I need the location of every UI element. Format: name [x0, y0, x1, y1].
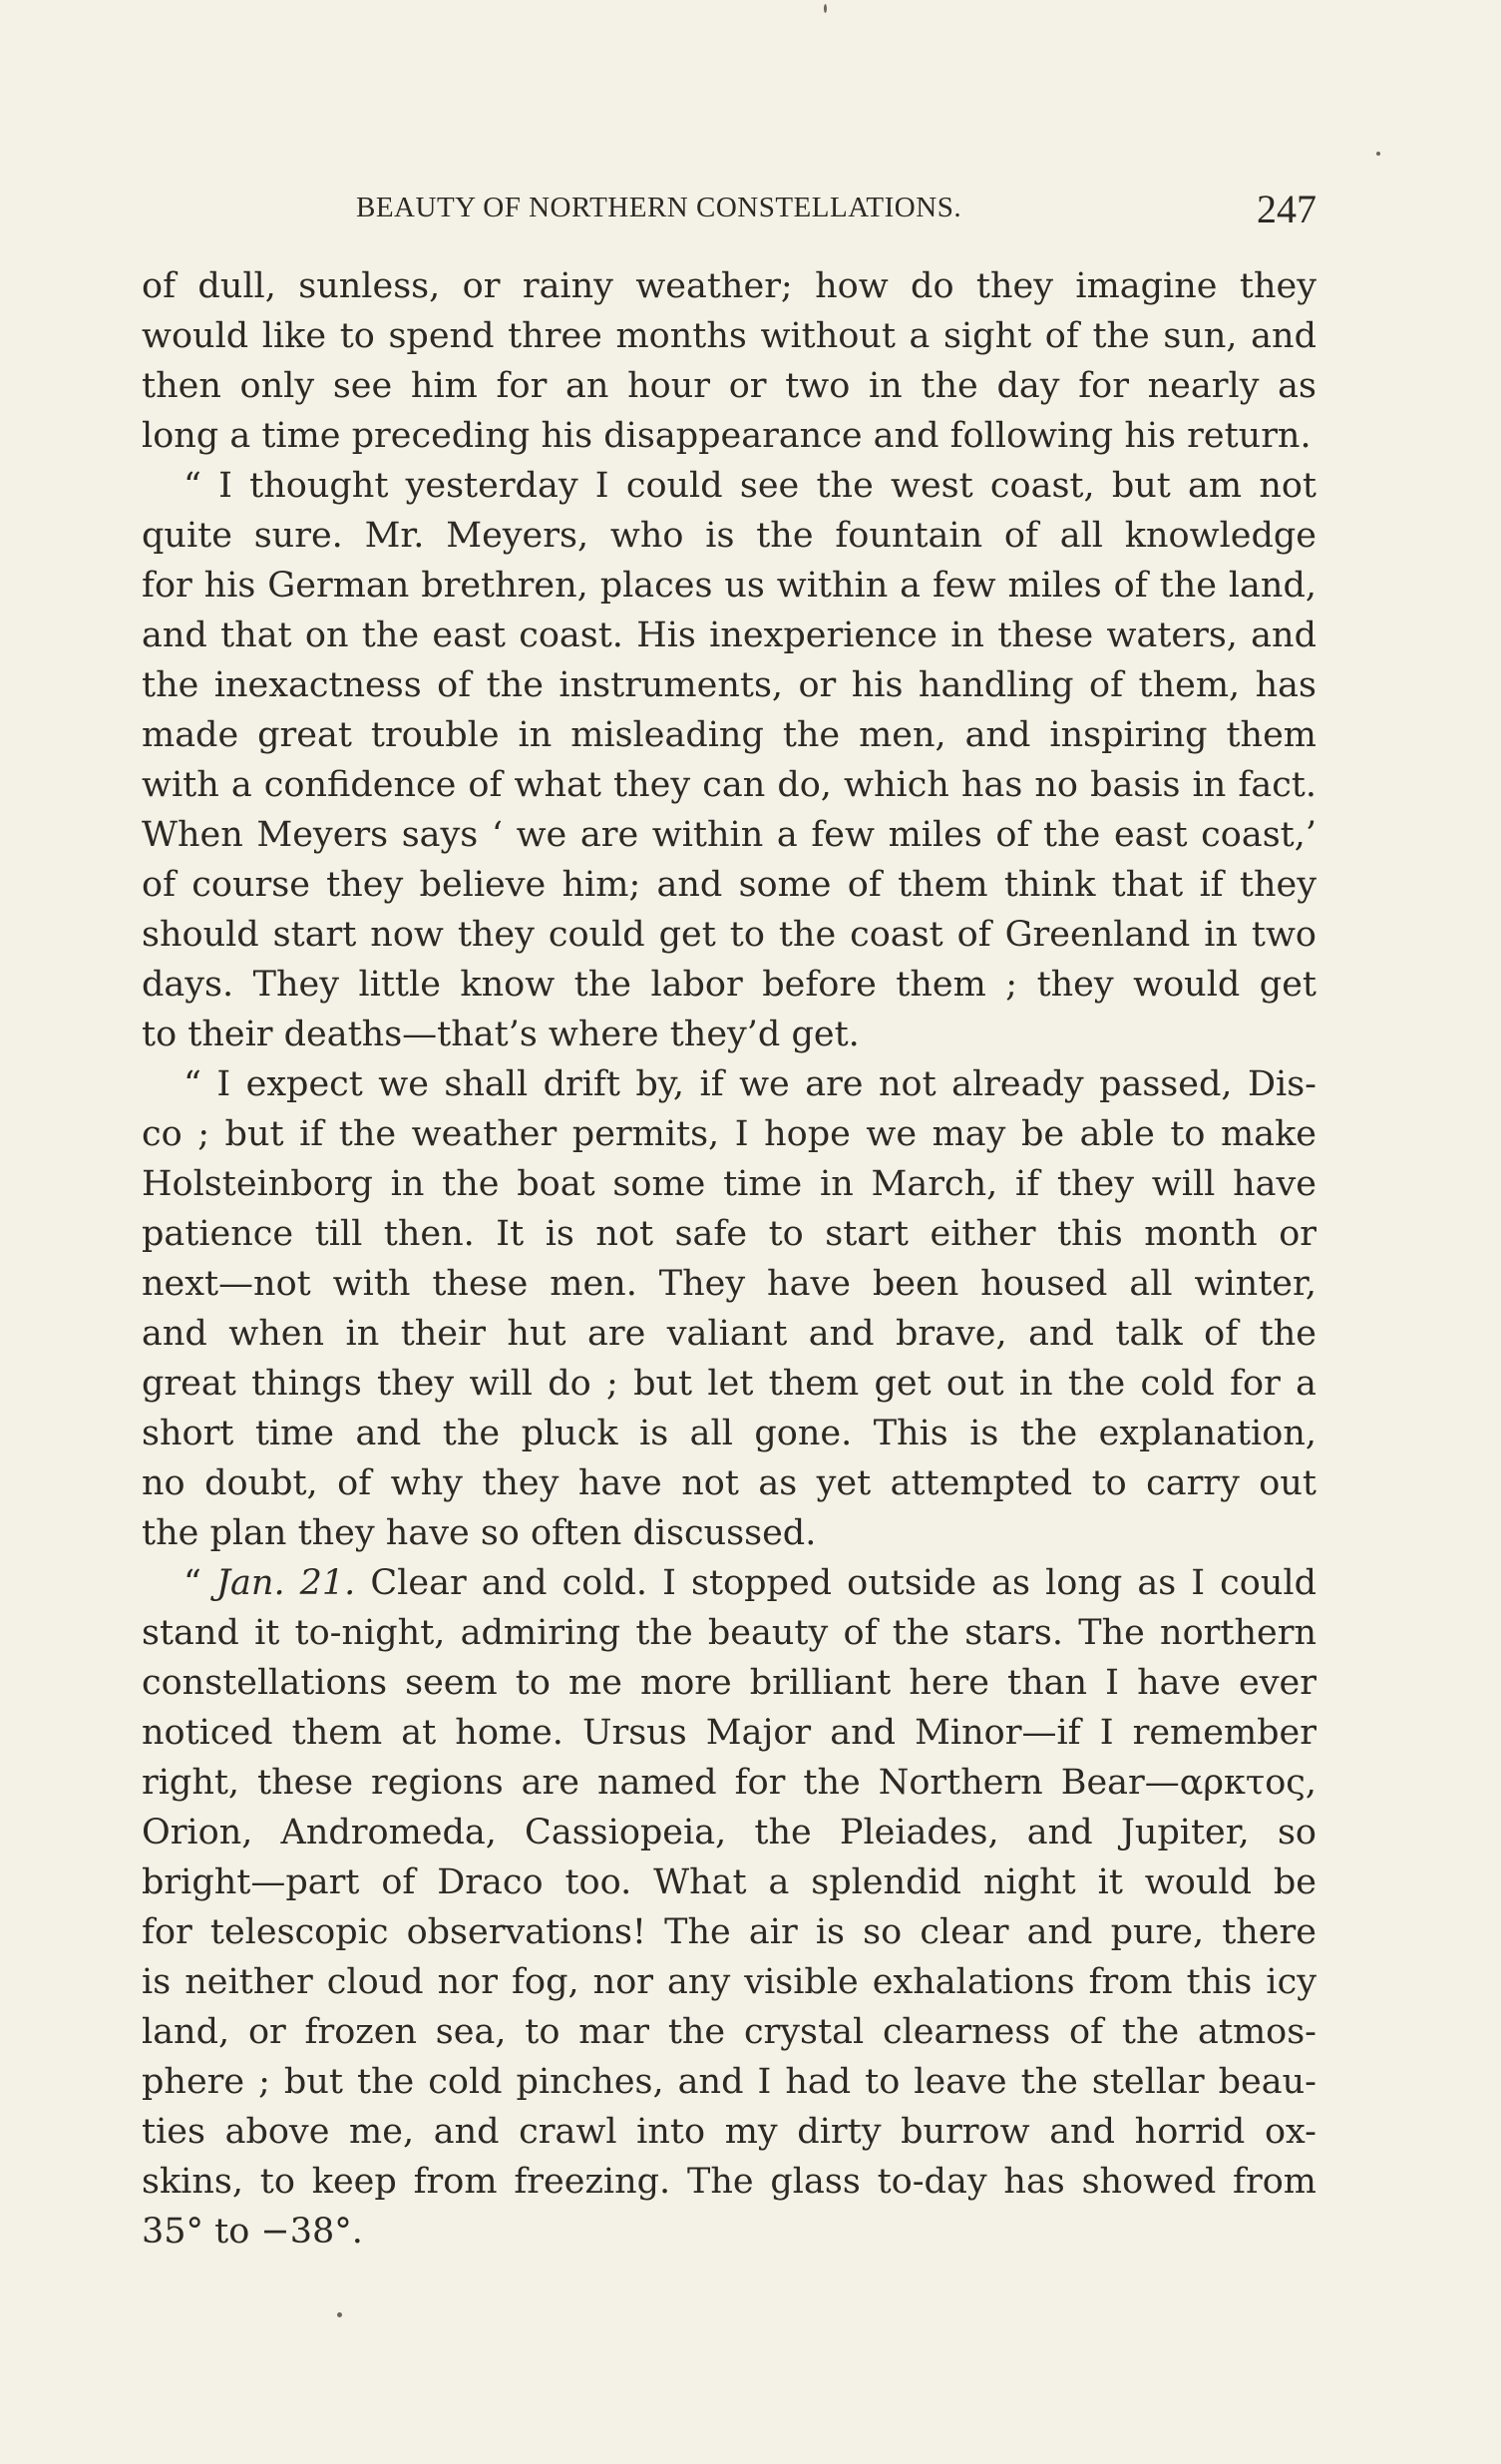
running-title: BEAUTY OF NORTHERN CONSTELLATIONS.: [356, 192, 962, 223]
paper-speck: [824, 4, 827, 13]
text-line: co ; but if the weather permits, I hope we may be able to make: [142, 1114, 1316, 1154]
text-line: right, these regions are named for the Northern Bear—αρκτος,: [142, 1763, 1316, 1803]
text-line: Holsteinborg in the boat some time in March, if they will have: [142, 1164, 1316, 1204]
text-line: “ I thought yesterday I could see the west coast, but am not: [184, 466, 1316, 506]
text-line: When Meyers says ‘ we are within a few miles of the east coast,’: [142, 815, 1316, 855]
text-line: long a time preceding his disappearance and following his return.: [142, 416, 1312, 456]
body-text: [142, 261, 1316, 2257]
text-line: the plan they have so often discussed.: [142, 1513, 817, 1553]
text-line: 35° to −38°.: [142, 2212, 363, 2252]
text-line: would like to spend three months without a sight of the sun, and: [142, 316, 1316, 356]
entry-date: Jan. 21.: [216, 1563, 356, 1603]
text-line: “ I expect we shall drift by, if we are not already passed, Dis-: [184, 1064, 1316, 1104]
text-line: great things they will do ; but let them get out in the cold for a: [142, 1364, 1316, 1404]
text-line: for telescopic observations! The air is so clear and pure, there: [142, 1912, 1316, 1952]
text-line: the inexactness of the instruments, or his handling of them, has: [142, 665, 1316, 705]
text-line: land, or frozen sea, to mar the crystal clearness of the atmos-: [142, 2012, 1316, 2052]
text-line: patience till then. It is not safe to start either this month or: [142, 1214, 1316, 1254]
paper-speck: [337, 2312, 342, 2317]
entry-text: Clear and cold. I stopped outside as long as I could: [370, 1563, 1316, 1603]
text-line: no doubt, of why they have not as yet attempted to carry out: [142, 1463, 1316, 1503]
text-line: is neither cloud nor fog, nor any visible exhalations from this icy: [142, 1962, 1316, 2002]
text-line: and when in their hut are valiant and brave, and talk of the: [142, 1314, 1316, 1354]
text-line: Orion, Andromeda, Cassiopeia, the Pleiades, and Jupiter, so: [142, 1813, 1316, 1852]
text-line: and that on the east coast. His inexperience in these waters, and: [142, 616, 1316, 655]
text-line: of course they believe him; and some of them think that if they: [142, 865, 1316, 905]
text-line: noticed them at home. Ursus Major and Minor—if I remember: [142, 1713, 1316, 1753]
text-line: for his German brethren, places us within a few miles of the land,: [142, 566, 1316, 606]
text-line: bright—part of Draco too. What a splendid night it would be: [142, 1862, 1316, 1902]
text-line: quite sure. Mr. Meyers, who is the fountain of all knowledge: [142, 516, 1316, 556]
paper-speck: [1376, 152, 1380, 156]
open-quote: “: [184, 1563, 201, 1603]
text-line: skins, to keep from freezing. The glass to-day has showed from: [142, 2162, 1316, 2202]
text-line: constellations seem to me more brilliant here than I have ever: [142, 1663, 1316, 1703]
text-line: stand it to-night, admiring the beauty of the stars. The northern: [142, 1613, 1316, 1653]
page-number: 247: [1257, 187, 1316, 231]
text-line: with a confidence of what they can do, which has no basis in fact.: [142, 765, 1316, 805]
text-line: short time and the pluck is all gone. This is the explanation,: [142, 1414, 1316, 1453]
text-line: of dull, sunless, or rainy weather; how do they imagine they: [142, 266, 1316, 306]
page-header: [142, 186, 1316, 235]
text-line: days. They little know the labor before them ; they would get: [142, 965, 1316, 1005]
text-line: then only see him for an hour or two in the day for nearly as: [142, 366, 1316, 406]
text-line: should start now they could get to the coast of Greenland in two: [142, 915, 1316, 955]
text-line: to their deaths—that’s where they’d get.: [142, 1015, 860, 1054]
journal-entry-line: [142, 1558, 1316, 1608]
text-line: made great trouble in misleading the men, and inspiring them: [142, 715, 1316, 755]
text-line: next—not with these men. They have been housed all winter,: [142, 1264, 1316, 1304]
text-line: ties above me, and crawl into my dirty burrow and horrid ox-: [142, 2112, 1316, 2152]
text-line: phere ; but the cold pinches, and I had to leave the stellar beau-: [142, 2062, 1316, 2102]
